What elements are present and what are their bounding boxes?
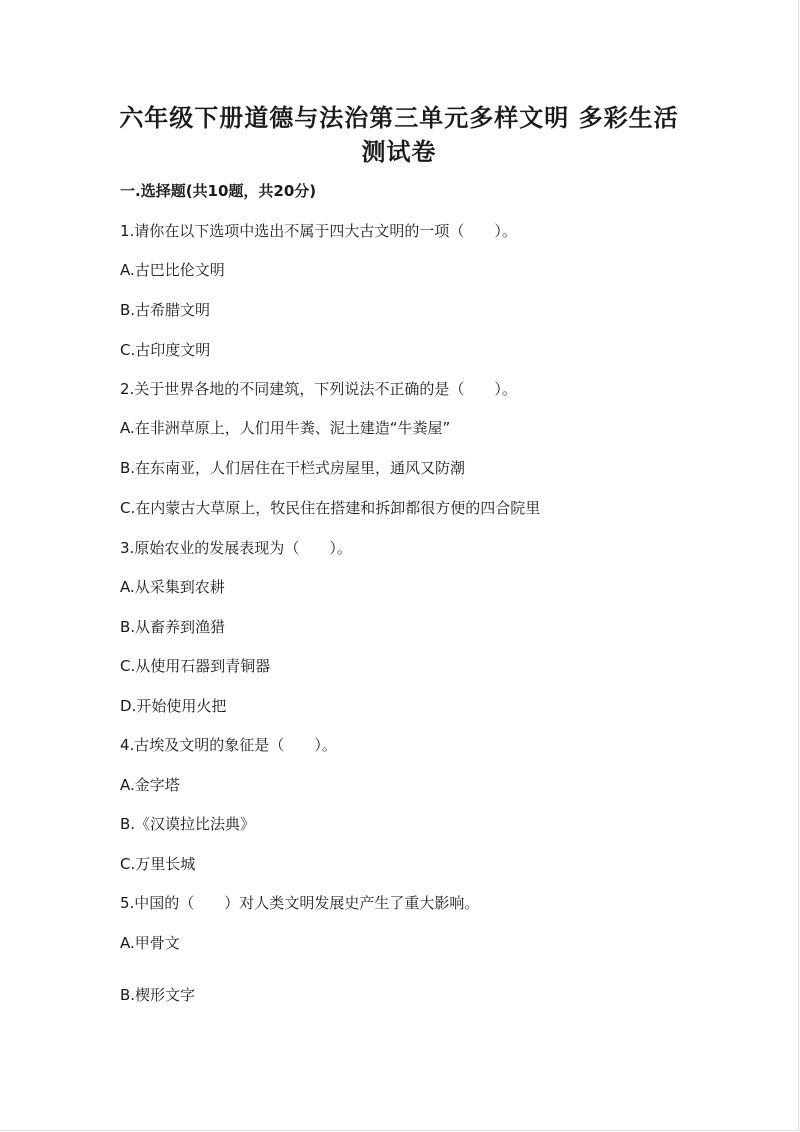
section-heading: 一.选择题(共10题，共20分)	[120, 182, 317, 200]
question-3-stem: 3.原始农业的发展表现为（ ）。	[120, 539, 352, 557]
question-3-option-d: D.开始使用火把	[120, 697, 227, 715]
question-4-option-c: C.万里长城	[120, 855, 196, 873]
question-1-option-b: B.古希腊文明	[120, 301, 211, 319]
question-4-option-b: B.《汉谟拉比法典》	[120, 815, 256, 833]
question-1-option-c: C.古印度文明	[120, 341, 211, 359]
question-1-option-a: A.古巴比伦文明	[120, 261, 225, 279]
question-2-option-b: B.在东南亚，人们居住在干栏式房屋里，通风又防潮	[120, 459, 466, 477]
question-5-option-b: B.楔形文字	[120, 986, 196, 1004]
question-2-option-c: C.在内蒙古大草原上，牧民住在搭建和拆卸都很方便的四合院里	[120, 499, 541, 517]
question-5-stem: 5.中国的（ ）对人类文明发展史产生了重大影响。	[120, 894, 480, 912]
question-4-stem: 4.古埃及文明的象征是（ ）。	[120, 736, 337, 754]
question-2-stem: 2.关于世界各地的不同建筑，下列说法不正确的是（ ）。	[120, 380, 517, 398]
question-4-option-a: A.金字塔	[120, 776, 180, 794]
page-title-line-2: 测试卷	[361, 137, 437, 166]
question-3-option-b: B.从畜养到渔猎	[120, 618, 226, 636]
question-3-option-a: A.从采集到农耕	[120, 578, 225, 596]
question-5-option-a: A.甲骨文	[120, 934, 180, 952]
page-title-line-1: 六年级下册道德与法治第三单元多样文明 多彩生活	[119, 103, 679, 132]
question-1-stem: 1.请你在以下选项中选出不属于四大古文明的一项（ ）。	[120, 222, 517, 240]
question-3-option-c: C.从使用石器到青铜器	[120, 657, 271, 675]
question-2-option-a: A.在非洲草原上，人们用牛粪、泥土建造“牛粪屋”	[120, 419, 451, 437]
